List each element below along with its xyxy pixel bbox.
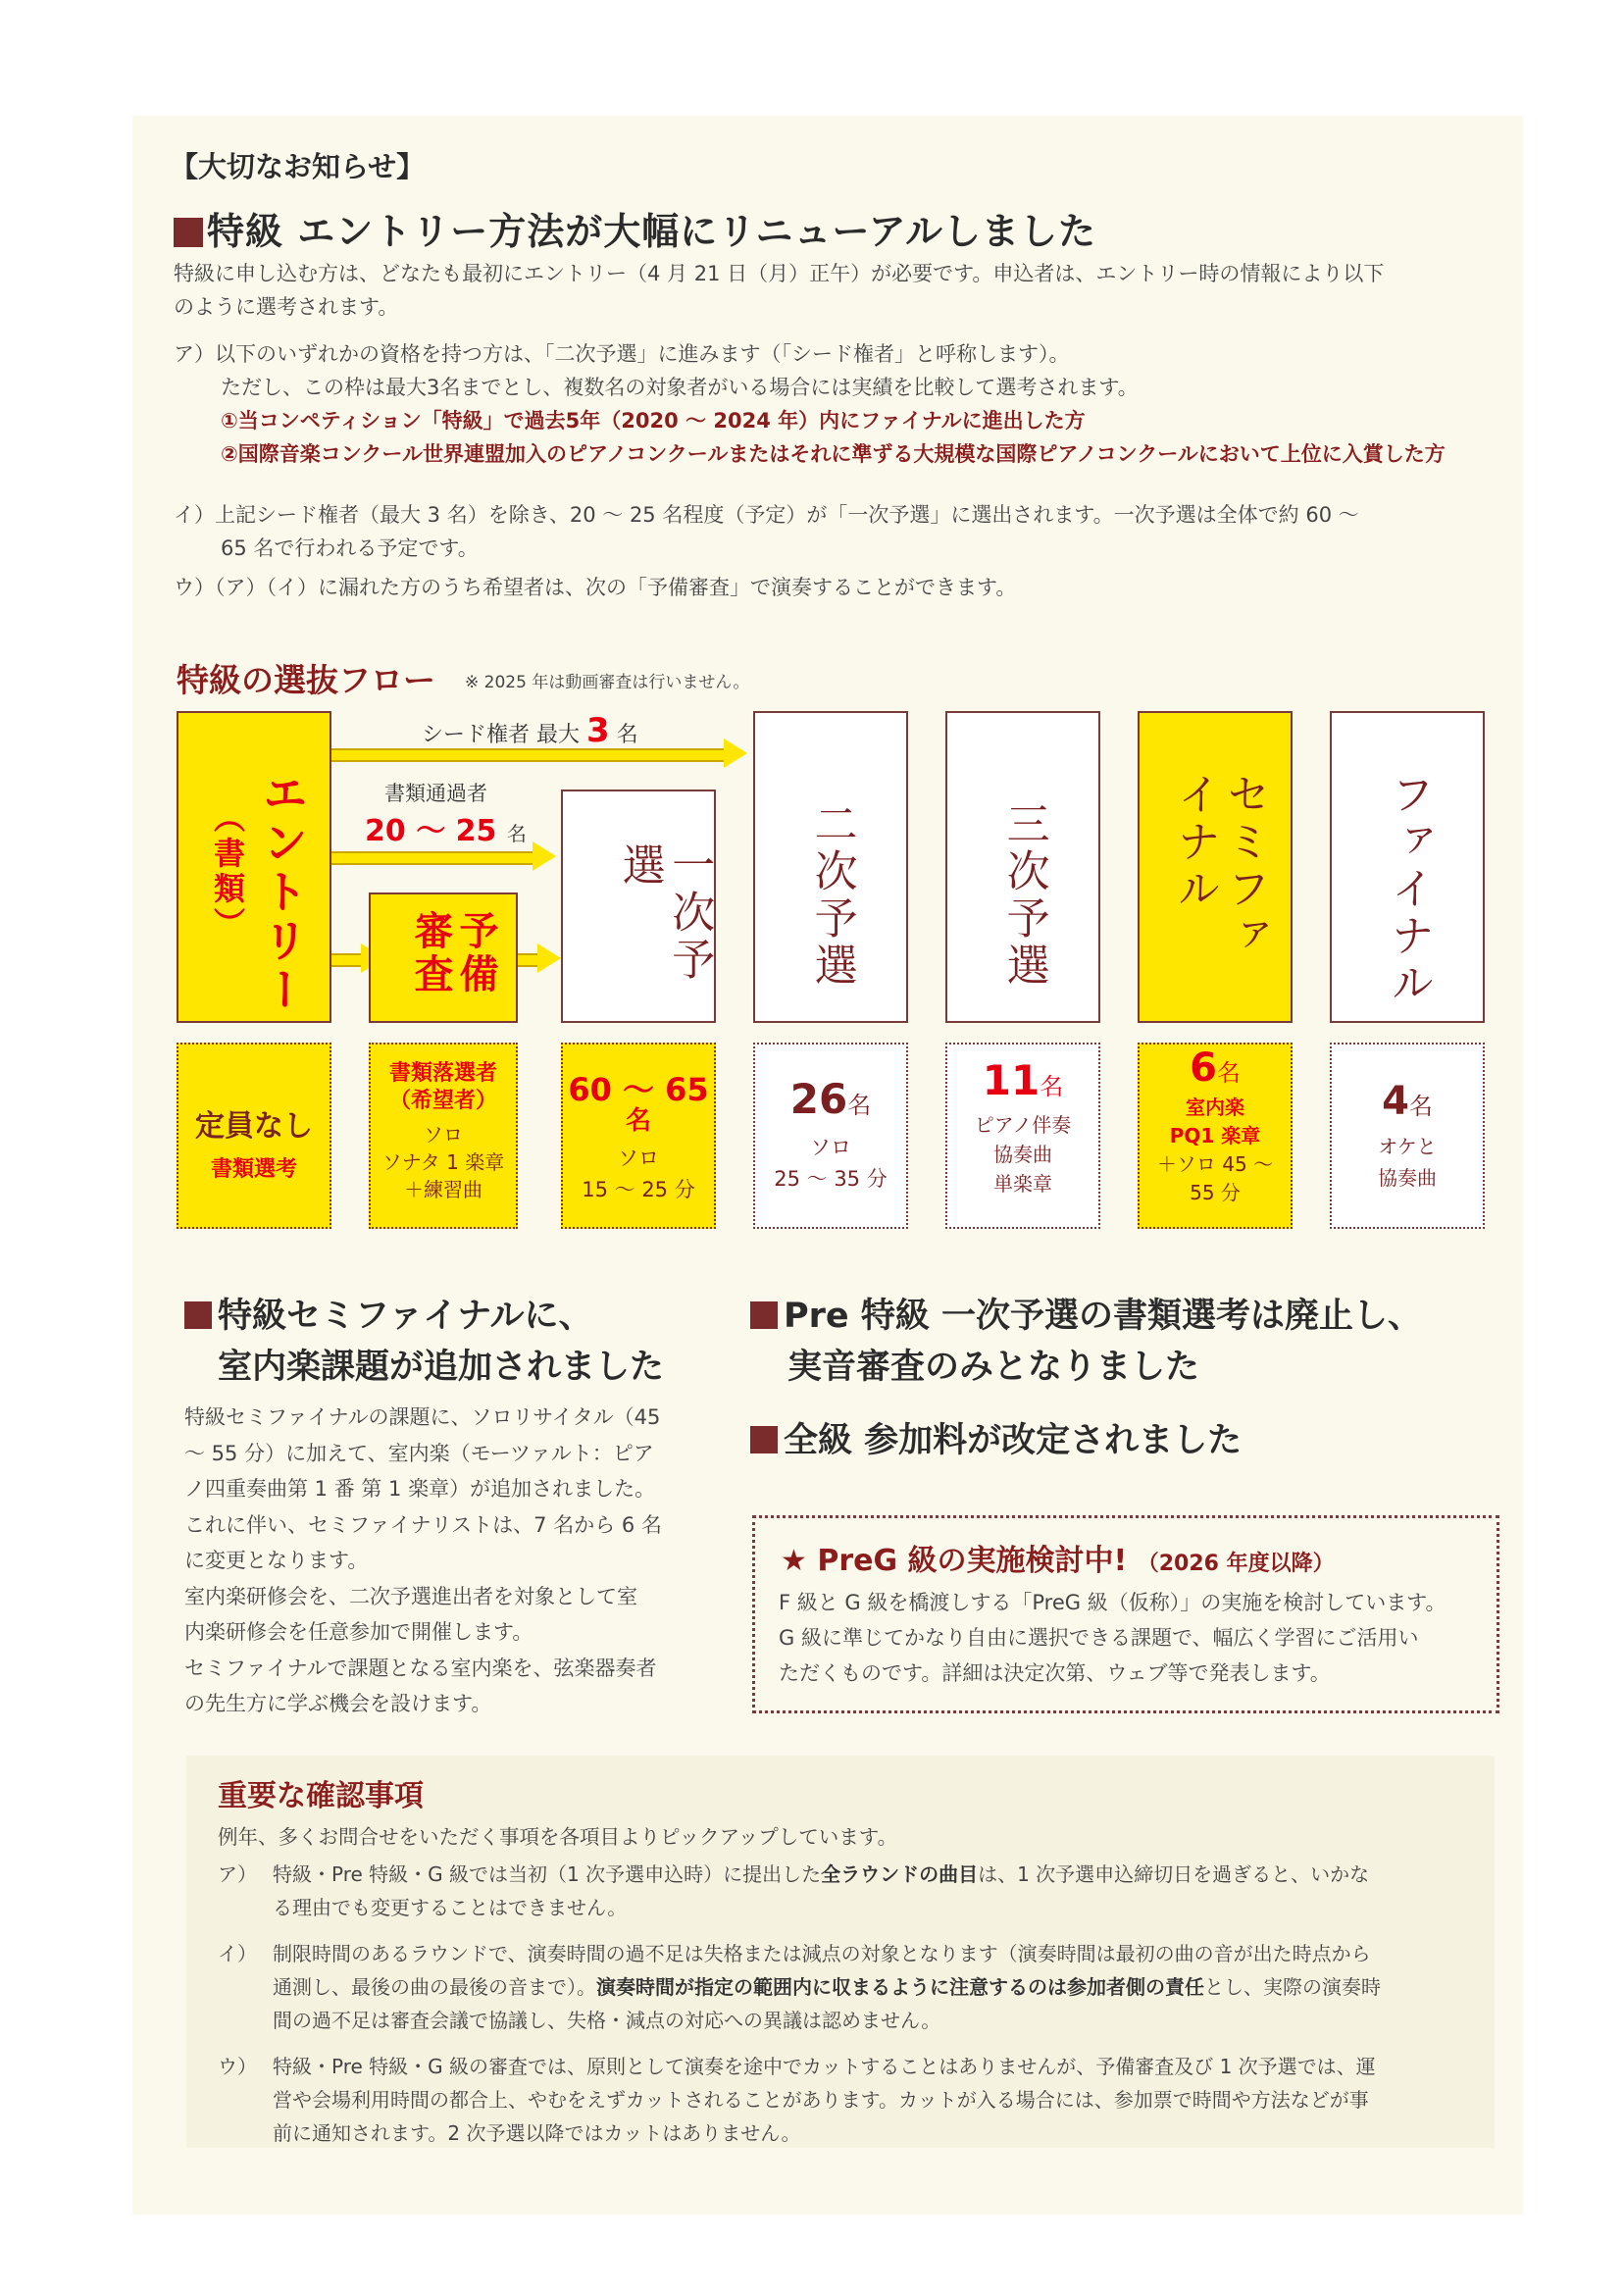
flow-note: ※ 2025 年は動画審査は行いません。	[465, 673, 750, 692]
semi-body-line: これに伴い、セミファイナリストは、7 名から 6 名	[184, 1512, 662, 1537]
square-bullet-icon	[750, 1301, 778, 1329]
pre-title-line1-wrap	[750, 1291, 1422, 1342]
fee-title-text: 全級 参加料が改定されました	[784, 1421, 1243, 1460]
detail-round2-num: 26	[789, 1075, 848, 1123]
item-a	[174, 337, 1446, 471]
detail-round3-num: 11	[982, 1056, 1040, 1104]
headline-text: 特級 エントリー方法が大幅にリニューアルしました	[207, 210, 1097, 253]
arrow-to-prelim	[331, 953, 361, 967]
important-a-row1	[218, 1858, 1369, 1891]
detail-round1-unit: 名	[625, 1106, 651, 1136]
detail-prelim-line1: 書類落選者	[388, 1061, 497, 1086]
intro-line: 特級に申し込む方は、どなたも最初にエントリー（4 月 21 日（月）正午）が必要です。申込者は、エントリー時の情報により以下	[174, 262, 1385, 285]
semi-body-line: 内楽研修会を任意参加で開催します。	[184, 1620, 533, 1644]
detail-round3-unit: 名	[1040, 1073, 1064, 1100]
detail-round1-line2: 15 ～ 25 分	[582, 1178, 695, 1201]
preg-body-line: F 級と G 級を橋渡しする「PreG 級（仮称）」の実施を検討しています。	[779, 1591, 1446, 1614]
arrow-head-icon	[724, 739, 747, 768]
preg-title	[781, 1536, 1335, 1579]
detail-semi-count	[1140, 1045, 1291, 1091]
detail-entry	[177, 1043, 331, 1229]
detail-prelim-line5: ＋練習曲	[404, 1178, 482, 1201]
item-a-line: ア）以下のいずれかの資格を持つ方は、「二次予選」に進みます（「シード権者」と呼称します）。	[174, 342, 1070, 366]
fee-title	[750, 1415, 1242, 1466]
stage-round2	[753, 711, 908, 1023]
square-bullet-icon	[184, 1301, 212, 1329]
seed-text: シード権者 最大	[422, 723, 580, 747]
stage-round1-label: 一次予選	[614, 842, 715, 984]
important-a-pre: 特級・Pre 特級・G 級では当初（1 次予選申込時）に提出した	[273, 1862, 822, 1886]
detail-round3	[945, 1043, 1100, 1229]
star-icon: ★	[781, 1544, 807, 1578]
important-i-row1	[218, 1937, 1381, 1970]
detail-round3-count	[947, 1056, 1098, 1104]
semi-body-line: 室内楽研修会を、二次予選進出者を対象として室	[184, 1584, 637, 1608]
important-i	[218, 1937, 1381, 2037]
semi-body-line: の先生方に学ぶ機会を設けます。	[184, 1692, 492, 1715]
semi-title-line2: 室内楽課題が追加されました	[218, 1348, 665, 1387]
detail-final-num: 4	[1382, 1079, 1409, 1124]
stage-round2-label: 二次予選	[806, 801, 857, 990]
detail-semi-line1: 室内楽	[1186, 1096, 1244, 1119]
stage-final-label: ファイナル	[1383, 772, 1434, 1007]
detail-round2-line2: 25 ～ 35 分	[774, 1167, 888, 1191]
semi-body-line: に変更となります。	[184, 1549, 369, 1572]
important-u-line3: 前に通知されます。2 次予選以降ではカットはありません。	[273, 2121, 801, 2145]
important-i-pre: 通測し、最後の曲の最後の音まで）。	[273, 1975, 596, 1999]
stage-semi-label: セミファイナル	[1169, 772, 1270, 960]
detail-round1-num: 60 ～ 65	[568, 1071, 709, 1108]
semi-title-line1-wrap	[184, 1291, 664, 1342]
stage-prelim-label: 予備審査	[408, 910, 498, 996]
important-title: 重要な確認事項	[218, 1779, 424, 1813]
detail-round2-count	[755, 1075, 906, 1124]
detail-round3-line3: 単楽章	[993, 1172, 1052, 1196]
detail-semi-line3: ＋ソロ 45 ～	[1156, 1152, 1274, 1176]
item-u: ウ）（ア）（イ）に漏れた方のうち希望者は、次の「予備審査」で演奏することができます。	[174, 576, 1017, 599]
stage-entry	[177, 711, 331, 1023]
semi-body-line: ～ 55 分）に加えて、室内楽（モーツァルト：ピア	[184, 1441, 654, 1465]
semi-body-line: 特級セミファイナルの課題に、ソロリサイタル（45	[184, 1405, 661, 1429]
important-u-line1: 特級・Pre 特級・G 級の審査では、原則として演奏を途中でカットすることはありませんが、予備審査及び 1 次予選では、運	[273, 2055, 1376, 2078]
square-bullet-icon	[750, 1426, 778, 1453]
detail-round3-line1: ピアノ伴奏	[974, 1113, 1072, 1137]
seed-unit: 名	[616, 723, 638, 747]
detail-final-line1: オケと	[1378, 1135, 1437, 1158]
stage-entry-sub: （書類）	[209, 801, 246, 943]
important-box	[186, 1756, 1495, 2148]
important-i-line2	[218, 1970, 1381, 2004]
flow-title: 特級の選抜フロー	[177, 661, 435, 699]
preg-body-line: G 級に準じてかなり自由に選択できる課題で、幅広く学習にご活用い	[779, 1626, 1419, 1650]
stage-round1	[561, 790, 716, 1023]
semi-body-line: セミファイナルで課題となる室内楽を、弦楽器奏者	[184, 1656, 657, 1680]
detail-entry-line1: 定員なし	[195, 1109, 313, 1144]
detail-prelim	[369, 1043, 518, 1229]
intro	[174, 257, 1384, 324]
important-a-line2: る理由でも変更することはできません。	[273, 1896, 628, 1919]
arrow-doc-pass	[331, 851, 533, 865]
pre-title-line2: 実音審査のみとなりました	[787, 1348, 1200, 1387]
important-a-post: は、1 次予選申込締切日を過ぎると、いかな	[978, 1862, 1370, 1886]
detail-semi-line4: 55 分	[1190, 1181, 1241, 1204]
important-i-bold: 演奏時間が指定の範囲内に収まるように注意するのは参加者側の責任	[596, 1975, 1204, 1999]
preg-sub: （2026 年度以降）	[1137, 1552, 1335, 1576]
detail-round1	[561, 1043, 716, 1229]
semi-title	[184, 1291, 664, 1393]
stage-round3	[945, 711, 1100, 1023]
detail-semi	[1138, 1043, 1293, 1229]
detail-round2	[753, 1043, 908, 1229]
arrow-head-icon	[537, 943, 561, 973]
arrow-seed	[331, 748, 724, 762]
preg-title-text: PreG 級の実施検討中!	[817, 1544, 1128, 1578]
detail-final-line2: 協奏曲	[1378, 1166, 1437, 1190]
stage-round3-label: 三次予選	[998, 801, 1049, 990]
important-u-line2: 営や会場利用時間の都合上、やむをえずカットされることがあります。カットが入る場合には、参加票で時間や方法などが事	[273, 2088, 1369, 2112]
semi-title-line1: 特級セミファイナルに、	[218, 1297, 593, 1336]
detail-semi-num: 6	[1190, 1045, 1217, 1091]
pre-title	[750, 1291, 1422, 1393]
notice-tag: 【大切なお知らせ】	[170, 150, 426, 183]
detail-final-count	[1332, 1079, 1483, 1125]
important-i-post: とし、実際の演奏時	[1204, 1975, 1381, 1999]
detail-prelim-line3: ソロ	[424, 1123, 463, 1147]
important-i-line3: 間の過不足は審査会議で協議し、失格・減点の対応への異議は認めません。	[273, 2009, 941, 2032]
arrow-head-icon	[533, 841, 556, 871]
stage-prelim	[369, 892, 518, 1023]
item-i-line: 65 名で行われる予定です。	[221, 536, 479, 560]
detail-final-unit: 名	[1408, 1093, 1433, 1120]
detail-semi-unit: 名	[1216, 1059, 1241, 1087]
arrow-prelim-to-r1	[518, 953, 537, 967]
stage-entry-label: エントリー	[256, 770, 309, 1015]
important-a	[218, 1858, 1369, 1924]
condition-2: ②国際音楽コンクール世界連盟加入のピアノコンクールまたはそれに準ずる大規模な国際ピアノコンクールにおいて上位に入賞した方	[221, 442, 1446, 466]
intro-line: のように選考されます。	[174, 295, 399, 319]
detail-entry-line2: 書類選考	[210, 1157, 297, 1182]
detail-prelim-line4: ソナタ 1 楽章	[381, 1150, 505, 1174]
important-i-label: イ）	[218, 1942, 257, 1965]
seed-label	[422, 711, 638, 750]
important-a-line1	[273, 1858, 1369, 1891]
detail-semi-line2: PQ1 楽章	[1169, 1124, 1261, 1147]
preg-body-line: ただくものです。詳細は決定次第、ウェブ等で発表します。	[779, 1661, 1331, 1685]
doc-pass-num: 20 ～ 25	[365, 814, 497, 848]
condition-1: ①当コンペティション「特級」で過去5年（2020 ～ 2024 年）内にファイナルに進出した方	[221, 409, 1086, 433]
important-i-line1: 制限時間のあるラウンドで、演奏時間の過不足は失格または減点の対象となります（演奏時間は最初の曲の音が出た時点から	[273, 1942, 1371, 1965]
preg-box	[752, 1515, 1499, 1713]
detail-round1-line1: ソロ	[618, 1147, 659, 1170]
doc-pass-unit: 名	[506, 822, 527, 845]
item-i-line: イ）上記シード権者（最大 3 名）を除き、20 ～ 25 名程度（予定）が「一次予選」に選出されます。一次予選は全体で約 60 ～	[174, 503, 1359, 527]
detail-prelim-line2: （希望者）	[388, 1089, 497, 1113]
important-a-label: ア）	[218, 1862, 257, 1886]
doc-pass-label: 書類通過者	[384, 782, 487, 805]
seed-num: 3	[586, 711, 610, 750]
important-u	[218, 2050, 1376, 2150]
doc-pass-count	[365, 806, 527, 849]
headline	[174, 201, 1096, 255]
semi-body	[184, 1400, 662, 1722]
detail-round3-line2: 協奏曲	[993, 1143, 1052, 1166]
semi-body-line: ノ四重奏曲第 1 番 第 1 楽章）が追加されました。	[184, 1477, 656, 1501]
detail-round2-line1: ソロ	[810, 1136, 851, 1159]
important-u-label: ウ）	[218, 2055, 257, 2078]
important-u-row1	[218, 2050, 1376, 2083]
item-a-line: ただし、この枠は最大3名までとし、複数名の対象者がいる場合には実績を比較して選考されます。	[221, 376, 1139, 399]
important-intro: 例年、多くお問合せをいただく事項を各項目よりピックアップしています。	[218, 1825, 898, 1849]
detail-final	[1330, 1043, 1485, 1229]
detail-round2-unit: 名	[847, 1092, 872, 1119]
preg-body	[779, 1585, 1446, 1691]
item-i	[174, 498, 1359, 565]
important-a-bold: 全ラウンドの曲目	[821, 1862, 979, 1886]
pre-title-line1: Pre 特級 一次予選の書類選考は廃止し、	[784, 1297, 1423, 1336]
square-bullet-icon	[174, 218, 203, 247]
stage-final	[1330, 711, 1485, 1023]
stage-semi	[1138, 711, 1293, 1023]
